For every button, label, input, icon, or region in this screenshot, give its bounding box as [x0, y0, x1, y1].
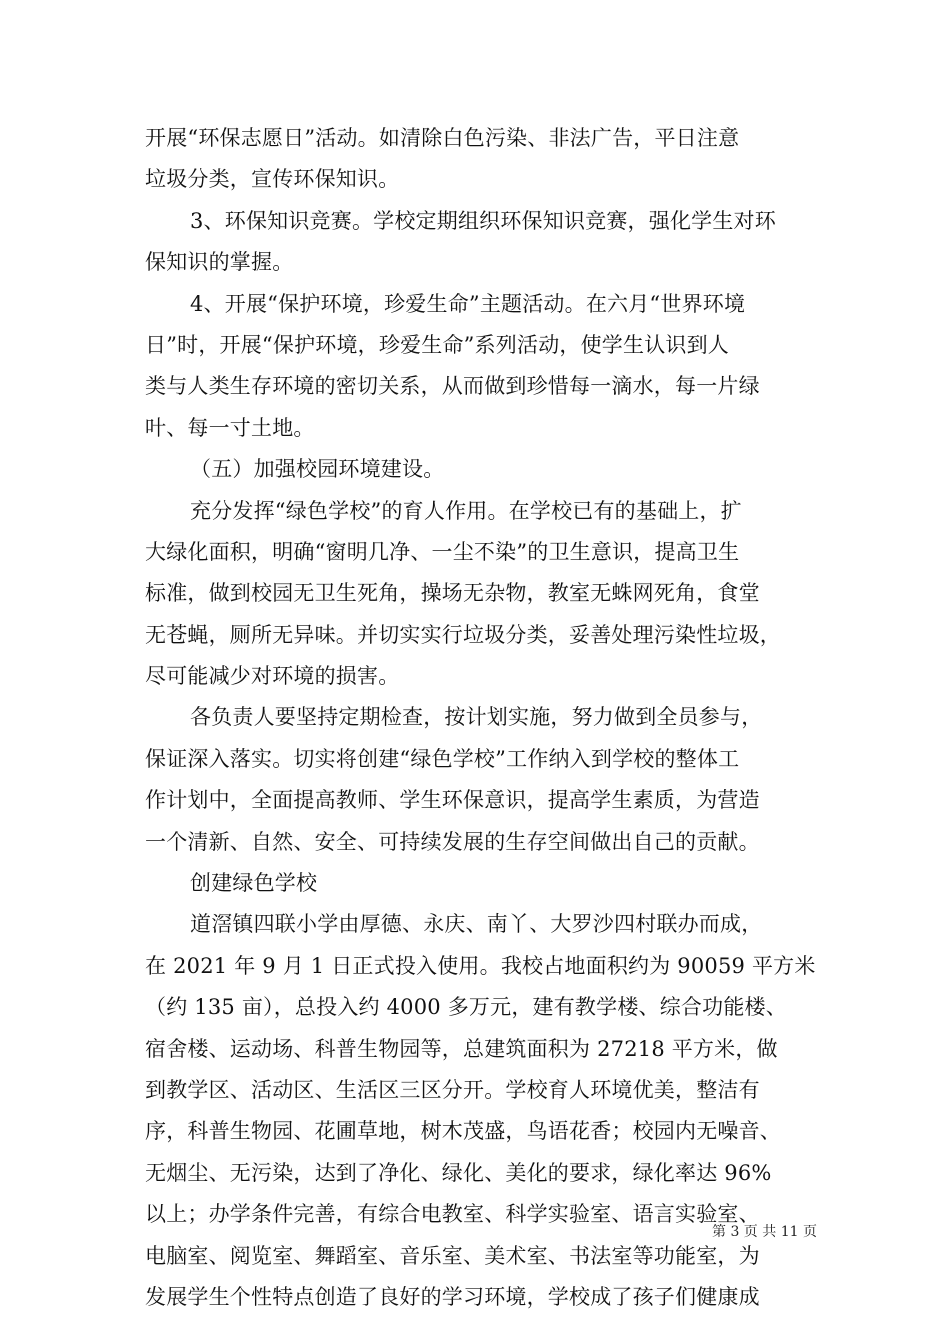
paragraph-start: 道滘镇四联小学由厚德、永庆、南丫、大罗沙四村联办而成，	[190, 912, 763, 937]
text-line: 到教学区、活动区、生活区三区分开。学校育人环境优美，整洁有	[145, 1077, 760, 1102]
text-line: 日”时，开展“保护环境，珍爱生命”系列活动，使学生认识到人	[145, 332, 730, 357]
list-item: 3、环保知识竞赛。学校定期组织环保知识竞赛，强化学生对环	[190, 208, 776, 233]
document-body	[145, 118, 817, 1318]
text-line: 尽可能减少对环境的损害。	[145, 664, 400, 689]
paragraph-start: 各负责人要坚持定期检查，按计划实施，努力做到全员参与，	[190, 705, 763, 730]
text-line: 保知识的掌握。	[145, 250, 294, 275]
text-line: 以上；办学条件完善，有综合电教室、科学实验室、语言实验室、	[145, 1202, 760, 1227]
text-line: （约 135 亩），总投入约 4000 多万元，建有教学楼、综合功能楼、	[145, 995, 787, 1020]
text-line: 序，科普生物园、花圃草地，树木茂盛，鸟语花香；校园内无噪音、	[145, 1119, 781, 1144]
text-line: 无苍蝇，厕所无异味。并切实实行垃圾分类，妥善处理污染性垃圾，	[145, 622, 781, 647]
text-line: 标准，做到校园无卫生死角，操场无杂物，教室无蛛网死角，食堂	[145, 581, 760, 606]
text-line: 类与人类生存环境的密切关系，从而做到珍惜每一滴水，每一片绿	[145, 374, 760, 399]
section-title: 创建绿色学校	[190, 871, 318, 896]
page-number: 第 3 页 共 11 页	[712, 1224, 817, 1240]
text-line: 无烟尘、无污染，达到了净化、绿化、美化的要求，绿化率达 96%	[145, 1160, 772, 1185]
paragraph-start: 充分发挥“绿色学校”的育人作用。在学校已有的基础上，扩	[190, 498, 742, 523]
text-line: 开展“环保志愿日”活动。如清除白色污染、非法广告，平日注意	[145, 126, 740, 150]
text-line: 发展学生个性特点创造了良好的学习环境，学校成了孩子们健康成	[145, 1284, 760, 1309]
text-line: 大绿化面积，明确“窗明几净、一尘不染”的卫生意识，提高卫生	[145, 539, 740, 564]
text-line: 作计划中，全面提高教师、学生环保意识，提高学生素质，为营造	[145, 788, 760, 813]
text-line: 在 2021 年 9 月 1 日正式投入使用。我校占地面积约为 90059 平方米	[145, 953, 816, 978]
text-line: 保证深入落实。切实将创建“绿色学校”工作纳入到学校的整体工	[145, 746, 740, 771]
text-line: 叶、每一寸土地。	[145, 415, 315, 440]
text-line: 垃圾分类，宣传环保知识。	[145, 167, 400, 192]
section-heading: （五）加强校园环境建设。	[190, 457, 445, 482]
text-line: 一个清新、自然、安全、可持续发展的生存空间做出自己的贡献。	[145, 829, 760, 854]
text-line: 宿舍楼、运动场、科普生物园等，总建筑面积为 27218 平方米，做	[145, 1036, 778, 1061]
list-item: 4、开展“保护环境，珍爱生命”主题活动。在六月“世界环境	[190, 291, 746, 316]
text-line: 电脑室、阅览室、舞蹈室、音乐室、美术室、书法室等功能室，为	[145, 1243, 760, 1268]
